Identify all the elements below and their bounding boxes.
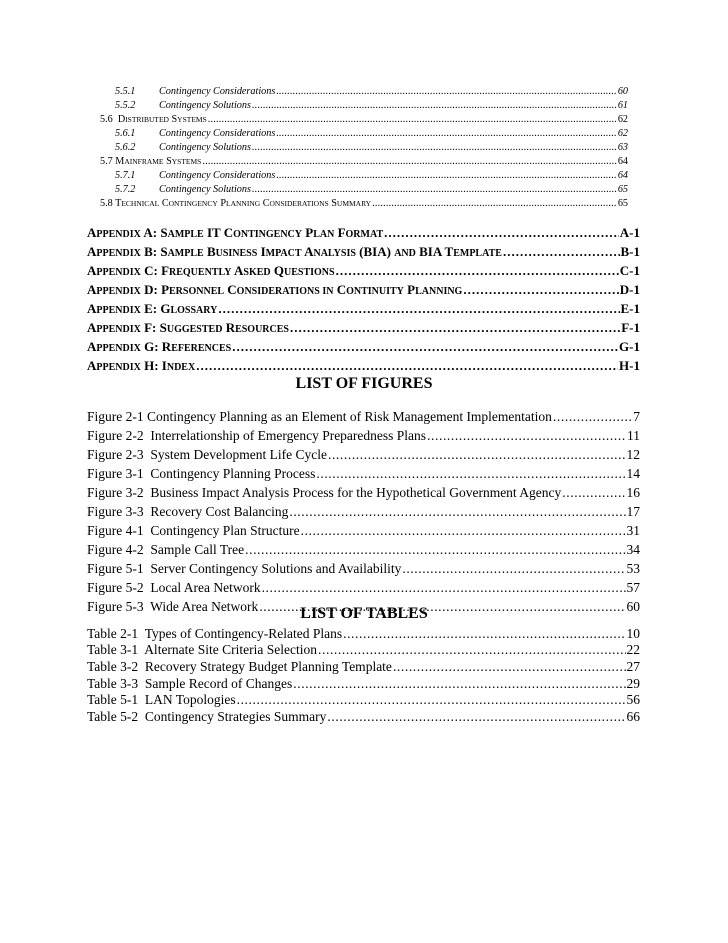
table-title: Types of Contingency-Related Plans — [144, 626, 343, 641]
toc-entry-page: 64 — [617, 170, 628, 181]
figure-title: System Development Life Cycle — [150, 447, 327, 462]
table-number: Table 3-2 — [87, 659, 139, 674]
toc-entry-page: 62 — [617, 114, 628, 125]
table-entry[interactable] — [87, 709, 640, 725]
table-page: 10 — [626, 626, 640, 641]
table-page: 56 — [626, 692, 640, 707]
figure-entry[interactable] — [87, 409, 640, 425]
toc-entry-number: 5.7.1 — [115, 170, 136, 181]
toc-entry-page: 63 — [617, 142, 628, 153]
figure-page: 60 — [626, 599, 640, 614]
figure-number: Figure 4-2 — [87, 542, 144, 557]
table-page: 29 — [626, 676, 640, 691]
figure-entry[interactable] — [87, 542, 640, 558]
toc-entry-number: 5.6.1 — [115, 128, 136, 139]
figure-title: Recovery Cost Balancing — [150, 504, 289, 519]
appendix-page: E-1 — [620, 301, 640, 316]
table-entry[interactable] — [87, 626, 640, 642]
toc-entry-page: 61 — [617, 100, 628, 111]
table-entry[interactable] — [87, 692, 640, 708]
figure-page: 57 — [626, 580, 640, 595]
toc-entry[interactable]: 5.7 MAINFRAME SYSTEMS ..... 64 — [100, 156, 628, 167]
table-number: Table 3-1 — [87, 642, 139, 657]
figure-entry[interactable] — [87, 428, 640, 444]
figure-number: Figure 3-2 — [87, 485, 144, 500]
figure-entry[interactable] — [87, 447, 640, 463]
table-title: Alternate Site Criteria Selection — [144, 642, 318, 657]
figure-entry[interactable] — [87, 561, 640, 577]
table-page: 27 — [626, 659, 640, 674]
appendix-page: C-1 — [619, 263, 640, 278]
figure-page: 17 — [626, 504, 640, 519]
figure-entry[interactable] — [87, 580, 640, 596]
appendix-entry-e[interactable]: APPENDIX E: GLOSSARY ..... E-1 — [87, 301, 640, 317]
table-page: 22 — [626, 642, 640, 657]
figure-number: Figure 2-1 — [87, 409, 144, 424]
appendix-page: G-1 — [619, 339, 640, 354]
figure-entry[interactable] — [87, 523, 640, 539]
appendix-entry-b[interactable]: APPENDIX B: SAMPLE BUSINESS IMPACT ANALYSIS (BIA) AND BIA TEMPLATE ..... B-1 — [87, 244, 640, 260]
appendix-entry-a[interactable]: APPENDIX A: SAMPLE IT CONTINGENCY PLAN FORMAT ..... A-1 — [87, 225, 640, 241]
figure-title: Interrelationship of Emergency Preparedness Plans — [150, 428, 427, 443]
toc-entry[interactable]: 5.8 TECHNICAL CONTINGENCY PLANNING CONSIDERATIONS SUMMARY ..... 65 — [100, 198, 628, 209]
table-page: 66 — [626, 709, 640, 724]
toc-entry[interactable] — [115, 86, 628, 97]
toc-entry[interactable] — [115, 128, 628, 139]
table-title: LAN Topologies — [144, 692, 236, 707]
appendix-entry-f[interactable]: APPENDIX F: SUGGESTED RESOURCES ..... F-1 — [87, 320, 640, 336]
toc-entry-number: 5.5.2 — [115, 100, 136, 111]
figure-entry[interactable] — [87, 485, 640, 501]
toc-entry[interactable] — [115, 142, 628, 153]
table-entry[interactable] — [87, 659, 640, 675]
figure-title: Contingency Plan Structure — [150, 523, 300, 538]
toc-entry-page: 64 — [617, 156, 628, 167]
figure-number: Figure 5-1 — [87, 561, 144, 576]
toc-entry-number: 5.5.1 — [115, 86, 136, 97]
toc-entry-title: Contingency Considerations — [159, 128, 276, 139]
figure-title: Contingency Planning as an Element of Risk Management Implementation — [147, 409, 552, 424]
table-entry[interactable] — [87, 642, 640, 658]
figure-title: Business Impact Analysis Process for the Hypothetical Government Agency — [150, 485, 562, 500]
table-title: Recovery Strategy Budget Planning Template — [144, 659, 392, 674]
toc-entry-number: 5.6 — [100, 114, 113, 125]
appendix-page: A-1 — [619, 225, 640, 240]
toc-entry[interactable] — [115, 184, 628, 195]
toc-entry-title: Contingency Solutions — [159, 142, 251, 153]
appendix-page: D-1 — [619, 282, 640, 297]
figure-page: 7 — [633, 409, 640, 424]
figure-number: Figure 4-1 — [87, 523, 144, 538]
figures-heading: LIST OF FIGURES — [295, 375, 433, 392]
figure-entry[interactable] — [87, 466, 640, 482]
figure-number: Figure 3-1 — [87, 466, 144, 481]
figure-number: Figure 3-3 — [87, 504, 144, 519]
table-number: Table 5-2 — [87, 709, 139, 724]
figure-page: 31 — [626, 523, 640, 538]
appendix-entry-h[interactable]: APPENDIX H: INDEX ..... H-1 — [87, 358, 640, 374]
figure-title: Contingency Planning Process — [150, 466, 316, 481]
toc-entry-number: 5.8 — [100, 198, 113, 209]
table-entry[interactable] — [87, 676, 640, 692]
toc-entry[interactable] — [115, 100, 628, 111]
figure-page: 14 — [626, 466, 640, 481]
appendix-page: B-1 — [620, 244, 640, 259]
toc-entry-number: 5.6.2 — [115, 142, 136, 153]
figure-number: Figure 2-3 — [87, 447, 144, 462]
table-number: Table 5-1 — [87, 692, 139, 707]
figure-number: Figure 5-2 — [87, 580, 144, 595]
figure-page: 16 — [626, 485, 640, 500]
figure-page: 34 — [626, 542, 640, 557]
toc-entry-title: Contingency Considerations — [159, 170, 276, 181]
figure-title: Server Contingency Solutions and Availability — [150, 561, 402, 576]
tables-heading: LIST OF TABLES — [300, 605, 428, 622]
table-title: Sample Record of Changes — [144, 676, 293, 691]
appendix-entry-c[interactable]: APPENDIX C: FREQUENTLY ASKED QUESTIONS ..... C-1 — [87, 263, 640, 279]
appendix-page: F-1 — [621, 320, 640, 335]
toc-entry-title: Contingency Considerations — [159, 86, 276, 97]
toc-entry-page: 65 — [617, 184, 628, 195]
figure-title: Wide Area Network — [150, 599, 259, 614]
figure-number: Figure 5-3 — [87, 599, 144, 614]
toc-entry-title: Contingency Solutions — [159, 100, 251, 111]
figure-page: 53 — [626, 561, 640, 576]
table-number: Table 3-3 — [87, 676, 139, 691]
toc-entry-page: 62 — [617, 128, 628, 139]
toc-entry[interactable]: 5.6 DISTRIBUTED SYSTEMS ..... 62 — [100, 114, 628, 125]
figure-page: 12 — [626, 447, 640, 462]
toc-entry-number: 5.7 — [100, 156, 113, 167]
table-number: Table 2-1 — [87, 626, 139, 641]
toc-entry-number: 5.7.2 — [115, 184, 136, 195]
appendix-entry-d[interactable]: APPENDIX D: PERSONNEL CONSIDERATIONS IN CONTINUITY PLANNING ..... D-1 — [87, 282, 640, 298]
toc-entry-title: Contingency Solutions — [159, 184, 251, 195]
table-title: Contingency Strategies Summary — [144, 709, 327, 724]
figure-title: Sample Call Tree — [150, 542, 245, 557]
figure-page: 11 — [627, 428, 640, 443]
appendix-page: H-1 — [619, 358, 640, 373]
figure-entry[interactable] — [87, 504, 640, 520]
figure-title: Local Area Network — [150, 580, 261, 595]
toc-entry[interactable] — [115, 170, 628, 181]
appendix-entry-g[interactable]: APPENDIX G: REFERENCES ..... G-1 — [87, 339, 640, 355]
toc-entry-page: 65 — [617, 198, 628, 209]
figure-number: Figure 2-2 — [87, 428, 144, 443]
toc-entry-page: 60 — [617, 86, 628, 97]
